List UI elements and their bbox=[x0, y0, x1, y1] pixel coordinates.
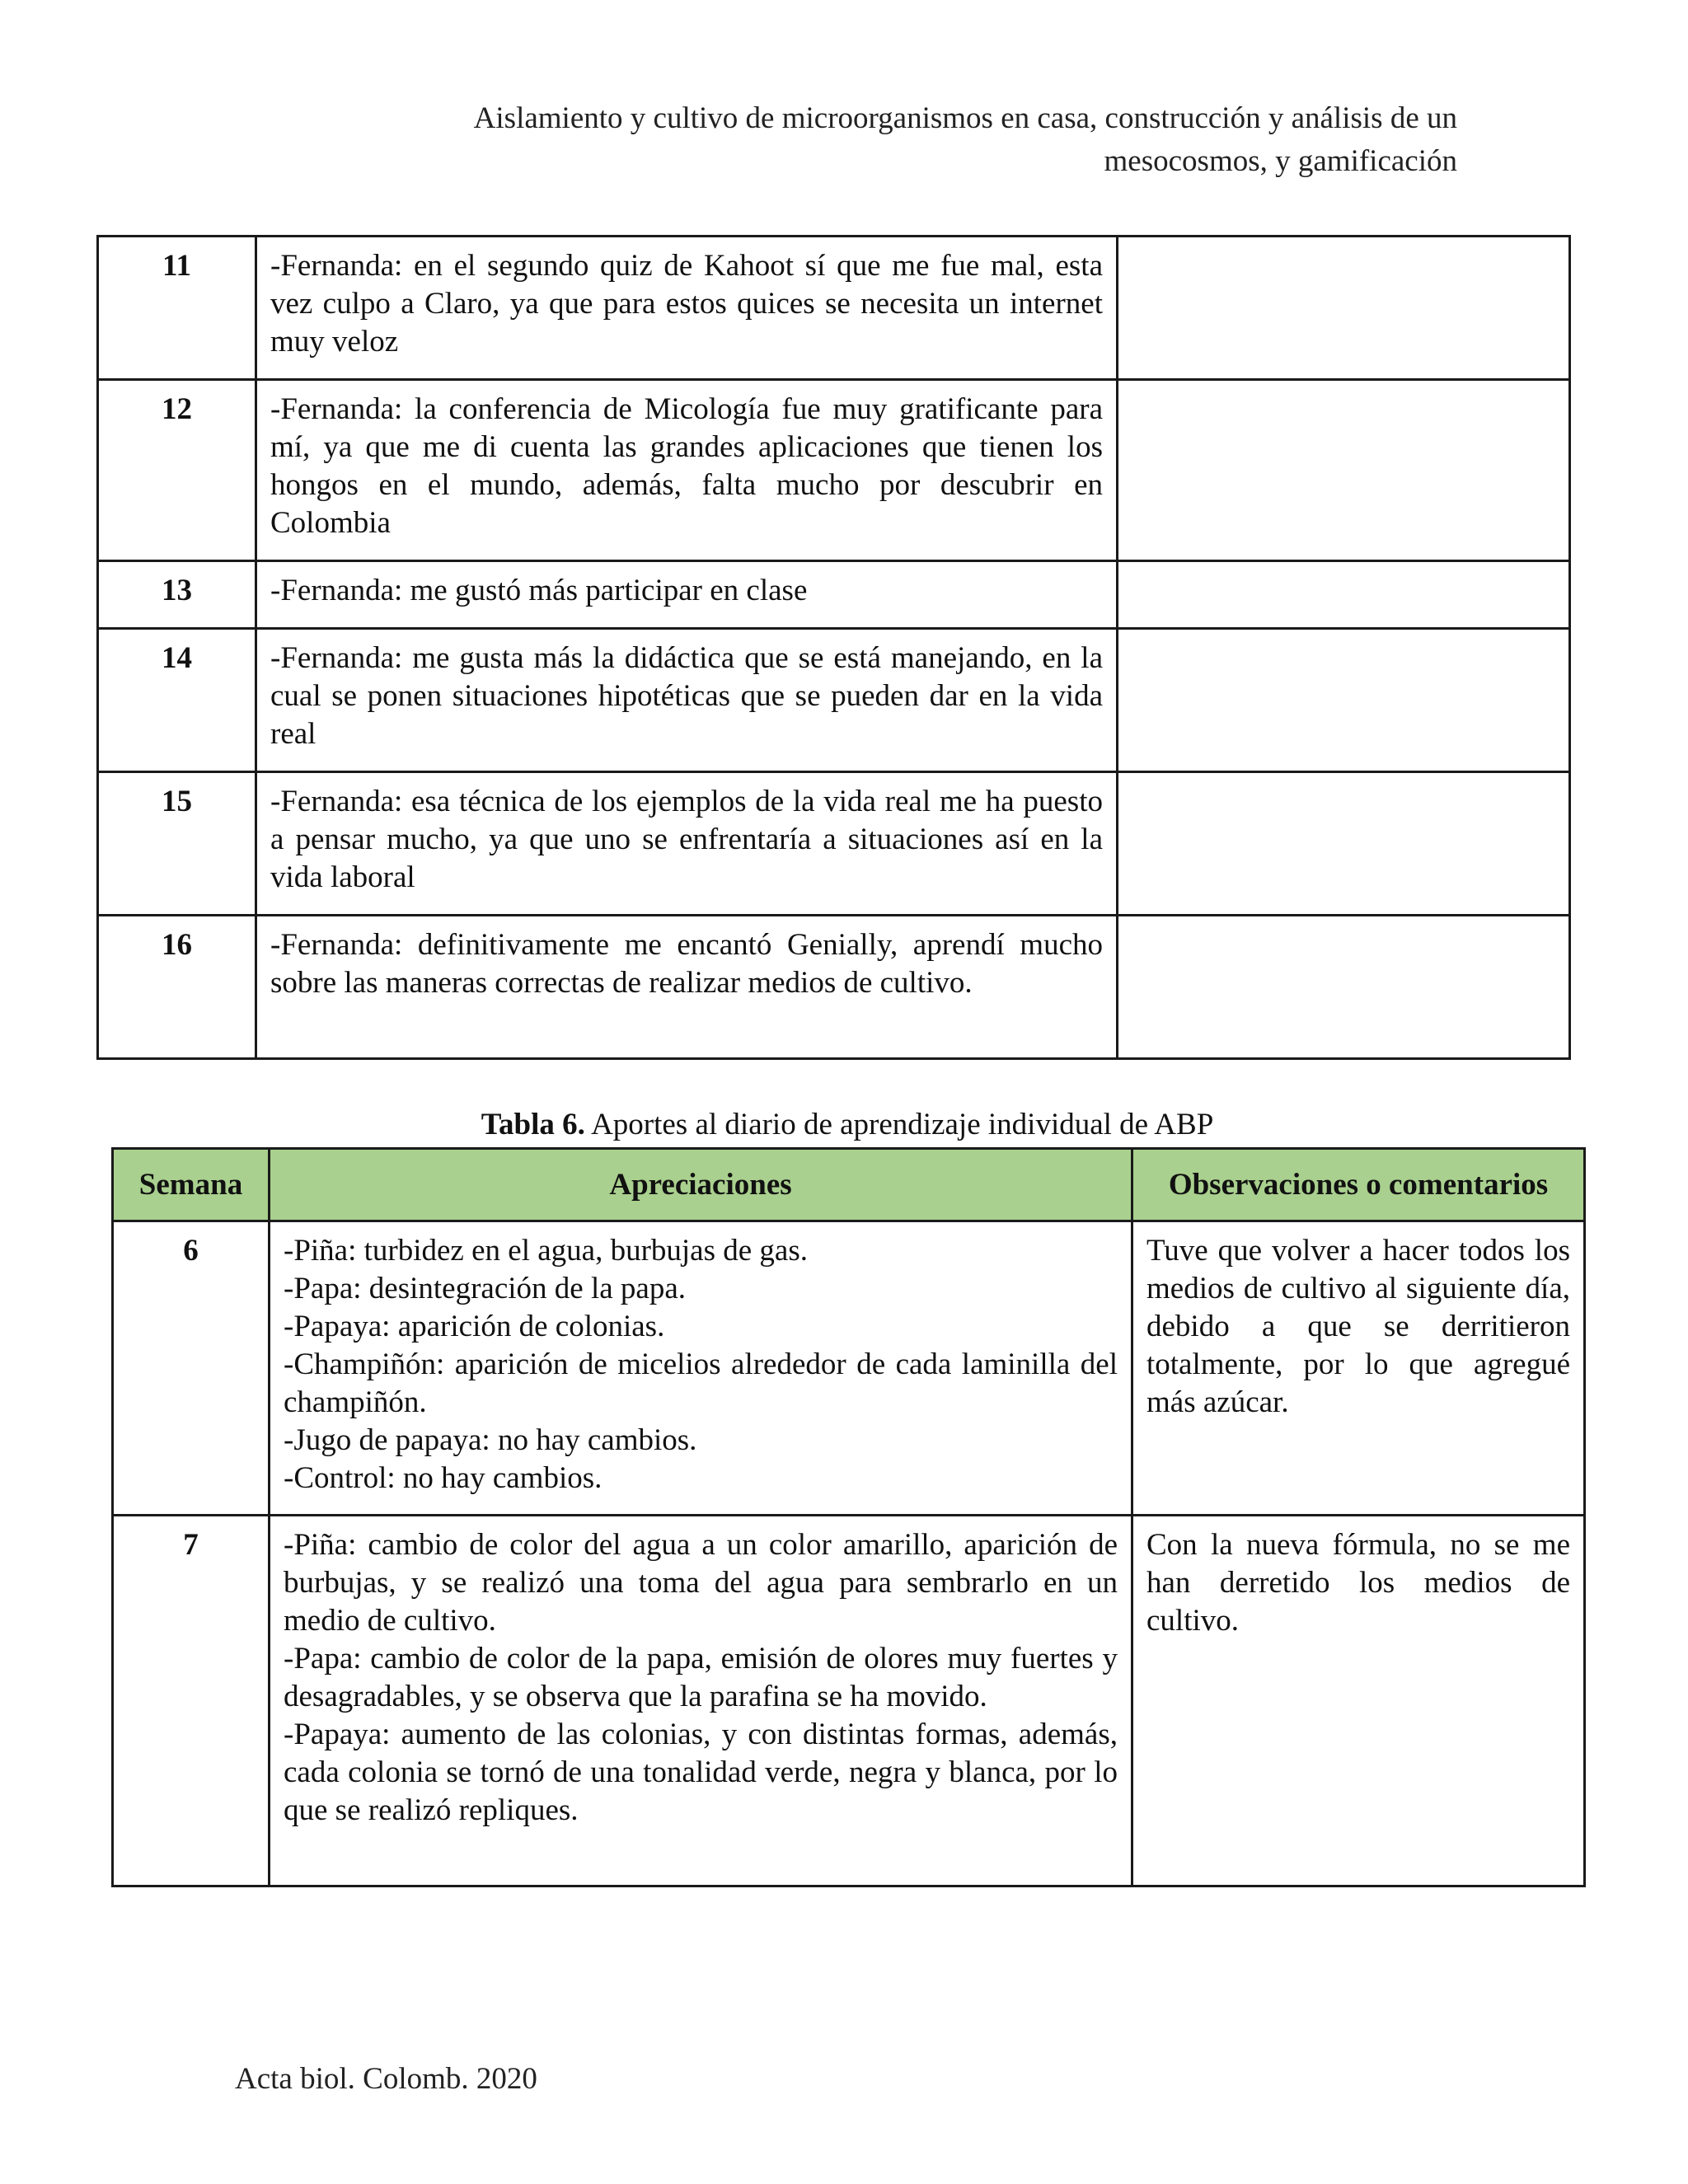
table-header-row bbox=[113, 1149, 1585, 1221]
week-number: 7 bbox=[113, 1516, 270, 1886]
row-number: 13 bbox=[98, 561, 256, 629]
row-comment bbox=[1118, 237, 1570, 380]
row-text: -Fernanda: me gusta más la didáctica que se está manejando, en la cual se ponen situaciones hipotéticas que se pueden dar en la vida real bbox=[256, 629, 1118, 772]
appreciation-line: -Champiñón: aparición de micelios alrededor de cada laminilla del champiñón. bbox=[284, 1347, 1118, 1419]
row-number: 15 bbox=[98, 772, 256, 916]
column-header-week: Semana bbox=[113, 1149, 270, 1221]
table-row bbox=[98, 561, 1570, 629]
table-5-continuation bbox=[96, 235, 1571, 1060]
appreciation-line: -Papa: desintegración de la papa. bbox=[284, 1272, 686, 1305]
appreciation-line: -Piña: turbidez en el agua, burbujas de gas. bbox=[284, 1234, 808, 1268]
row-comment bbox=[1118, 772, 1570, 916]
appreciation-line: -Jugo de papaya: no hay cambios. bbox=[284, 1423, 697, 1457]
row-comment bbox=[1118, 629, 1570, 772]
table-row bbox=[98, 772, 1570, 916]
table-row bbox=[98, 916, 1570, 1059]
row-number: 14 bbox=[98, 629, 256, 772]
column-header-appreciations: Apreciaciones bbox=[270, 1149, 1132, 1221]
row-text: -Fernanda: definitivamente me encantó Genially, aprendí mucho sobre las maneras correctas de realizar medios de cultivo. bbox=[256, 916, 1118, 1059]
row-comment bbox=[1118, 916, 1570, 1059]
row-number: 11 bbox=[98, 237, 256, 380]
row-text: -Fernanda: en el segundo quiz de Kahoot sí que me fue mal, esta vez culpo a Claro, ya que para estos quices se necesita un internet muy veloz bbox=[256, 237, 1118, 380]
row-number: 12 bbox=[98, 380, 256, 561]
table-row bbox=[113, 1516, 1585, 1886]
row-number: 16 bbox=[98, 916, 256, 1059]
journal-footer: Acta biol. Colomb. 2020 bbox=[235, 2062, 537, 2096]
appreciation-line: -Piña: cambio de color del agua a un color amarillo, aparición de burbujas, y se realizó una toma del agua para sembrarlo en un medio de cultivo. bbox=[284, 1528, 1118, 1638]
row-comment bbox=[1118, 561, 1570, 629]
row-comment bbox=[1118, 380, 1570, 561]
running-header bbox=[363, 97, 1457, 183]
week-number: 6 bbox=[113, 1221, 270, 1516]
comment-cell: Tuve que volver a hacer todos los medios de cultivo al siguiente día, debido a que se derritieron totalmente, por lo que agregué más azúcar. bbox=[1132, 1221, 1585, 1516]
appreciation-line: -Papaya: aparición de colonias. bbox=[284, 1310, 665, 1343]
row-text: -Fernanda: esa técnica de los ejemplos de la vida real me ha puesto a pensar mucho, ya que uno se enfrentaría a situaciones así en la vida laboral bbox=[256, 772, 1118, 916]
table-row bbox=[98, 380, 1570, 561]
table-6 bbox=[111, 1147, 1586, 1887]
row-text: -Fernanda: la conferencia de Micología fue muy gratificante para mí, ya que me di cuenta las grandes aplicaciones que tienen los hongos en el mundo, además, falta mucho por descubrir en Colombia bbox=[256, 380, 1118, 561]
appreciation-line: -Control: no hay cambios. bbox=[284, 1461, 603, 1495]
appreciations-cell bbox=[270, 1221, 1132, 1516]
appreciations-cell bbox=[270, 1516, 1132, 1886]
table-row bbox=[98, 237, 1570, 380]
table-row bbox=[98, 629, 1570, 772]
column-header-comments: Observaciones o comentarios bbox=[1132, 1149, 1585, 1221]
table-6-caption bbox=[111, 1106, 1583, 1144]
appreciation-line: -Papa: cambio de color de la papa, emisión de olores muy fuertes y desagradables, y se observa que la parafina se ha movido. bbox=[284, 1642, 1118, 1713]
caption-text: Aportes al diario de aprendizaje individual de ABP bbox=[584, 1108, 1214, 1141]
caption-label: Tabla 6. bbox=[481, 1108, 585, 1141]
row-text: -Fernanda: me gustó más participar en clase bbox=[256, 561, 1118, 629]
header-line-2: mesocosmos, y gamificación bbox=[1104, 144, 1457, 178]
table-row bbox=[113, 1221, 1585, 1516]
comment-cell: Con la nueva fórmula, no se me han derretido los medios de cultivo. bbox=[1132, 1516, 1585, 1886]
appreciation-line: -Papaya: aumento de las colonias, y con distintas formas, además, cada colonia se tornó de una tonalidad verde, negra y blanca, por lo que se realizó repliques. bbox=[284, 1718, 1118, 1827]
header-line-1: Aislamiento y cultivo de microorganismos en casa, construcción y análisis de un bbox=[473, 101, 1457, 135]
